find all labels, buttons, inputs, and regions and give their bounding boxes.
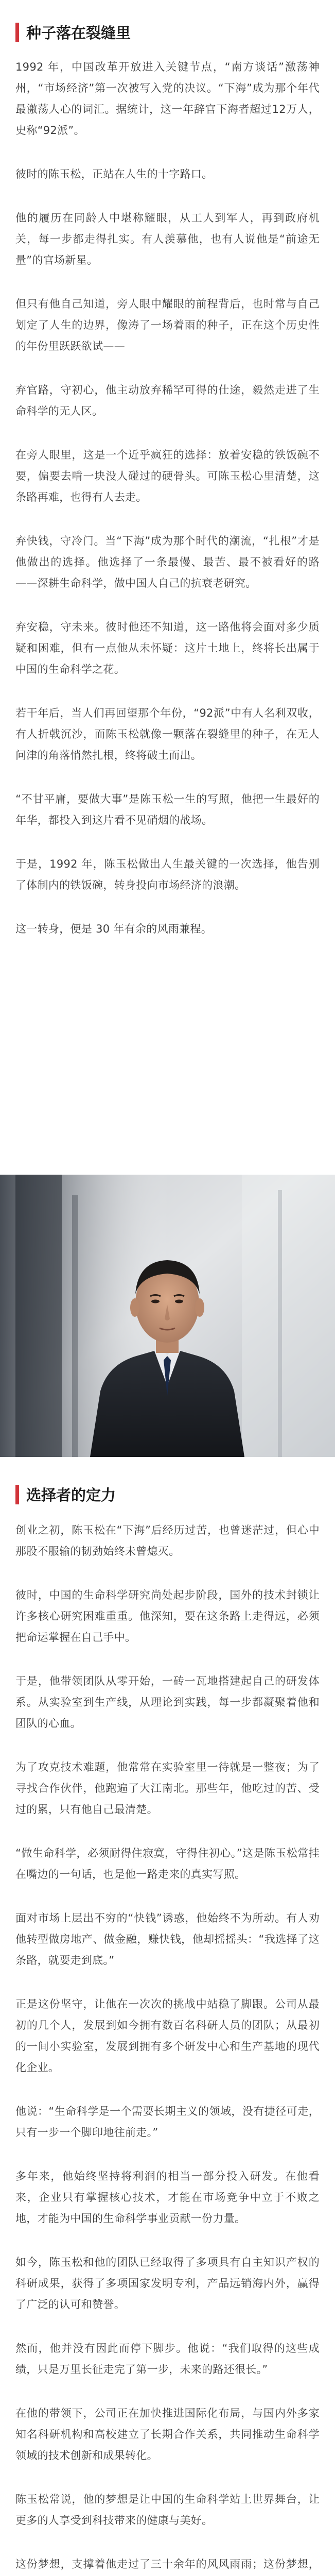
paragraph: 他说：“生命科学是一个需要长期主义的领域，没有捷径可走，只有一步一个脚印地往前走。” [15,2105,320,2139]
paragraph: 于是，他带领团队从零开始，一砖一瓦地搭建起自己的研发体系。从实验室到生产线，从理论到实践，每一步都凝聚着他和团队的心血。 [15,1675,320,1730]
section-header-2 [15,1484,116,1505]
paragraph: 1992 年，中国改革开放进入关键节点，“南方谈话”激荡神州，“市场经济”第一次被写入党的决议。“下海”成为那个年代最激荡人心的词汇。据统计，这一年辞官下海者超过12万人，史称“92派”。 [15,61,320,137]
paragraph: “不甘平庸，要做大事”是陈玉松一生的写照，他把一生最好的年华，都投入到这片看不见硝烟的战场。 [15,793,320,826]
paragraph: 但只有他自己知道，旁人眼中耀眼的前程背后，也时常与自己划定了人生的边界，像涛了一场着雨的种子，正在这个历史性的年份里跃跃欲试—— [15,298,320,352]
paragraph: 弃官路，守初心，他主动放弃稀罕可得的仕途，毅然走进了生命科学的无人区。 [15,384,320,417]
paragraph: 他的履历在同龄人中堪称耀眼，从工人到军人，再到政府机关，每一步都走得扎实。有人羡慕他，也有人说他是“前途无量”的官场新星。 [15,212,320,266]
paragraph: 这份梦想，支撑着他走过了三十余年的风风雨雨；这份梦想， [15,2558,320,2570]
paragraph: 然而，他并没有因此而停下脚步。他说：“我们取得的这些成绩，只是万里长征走完了第一步，未来的路还很长。” [15,2342,320,2376]
paragraph: 彼时，中国的生命科学研究尚处起步阶段，国外的技术封锁让许多核心研究困难重重。他深知，要在这条路上走得远，必须把命运掌握在自己手中。 [15,1589,320,1643]
paragraph: 面对市场上层出不穷的“快钱”诱惑，他始终不为所动。有人劝他转型做房地产、做金融，赚快钱，他却摇摇头：“我选择了这条路，就要走到底。” [15,1912,320,1967]
paragraph: 如今，陈玉松和他的团队已经取得了多项具有自主知识产权的科研成果，获得了多项国家发明专利，产品远销海内外，赢得了广泛的认可和赞誉。 [15,2256,320,2311]
section-header-1 [15,22,131,43]
section-title: 选择者的定力 [26,1486,116,1504]
paragraph: 这一转身，便是 30 年有余的风雨兼程。 [15,923,213,935]
portrait-photo [0,1175,335,1457]
section-title: 种子落在裂缝里 [26,24,131,42]
paragraph: 若干年后，当人们再回望那个年份，“92派”中有人名利双收，有人折戟沉沙，而陈玉松就像一颗落在裂缝里的种子，在无人问津的角落悄然扎根，终将破土而出。 [15,707,320,761]
paragraph: 陈玉松常说，他的梦想是让中国的生命科学站上世界舞台，让更多的人享受到科技带来的健康与美好。 [15,2493,320,2527]
paragraph: 彼时的陈玉松，正站在人生的十字路口。 [15,168,213,180]
paragraph: 多年来，他始终坚持将利润的相当一部分投入研发。在他看来，企业只有掌握核心技术，才能在市场竞争中立于不败之地，才能为中国的生命科学事业贡献一份力量。 [15,2170,320,2225]
paragraph: 在旁人眼里，这是一个近乎疯狂的选择：放着安稳的铁饭碗不要，偏要去啃一块没人碰过的硬骨头。可陈玉松心里清楚，这条路再难，也得有人去走。 [15,449,320,503]
section-marker-bar [15,23,19,42]
paragraph: 于是，1992 年，陈玉松做出人生最关键的一次选择，他告别了体制内的铁饭碗，转身投向市场经济的浪潮。 [15,858,320,891]
paragraph: “做生命科学，必须耐得住寂寞，守得住初心。”这是陈玉松常挂在嘴边的一句话，也是他一路走来的真实写照。 [15,1847,320,1880]
paragraph: 在他的带领下，公司正在加快推进国际化布局，与国内外多家知名科研机构和高校建立了长期合作关系，共同推动生命科学领域的技术创新和成果转化。 [15,2407,320,2462]
section-2-body [15,1520,320,2576]
paragraph: 正是这份坚守，让他在一次次的挑战中站稳了脚跟。公司从最初的几个人，发展到如今拥有数百名科研人员的团队；从最初的一间小实验室，发展到拥有多个研发中心和生产基地的现代化企业。 [15,1998,320,2074]
paragraph: 弃快钱，守冷门。当“下海”成为那个时代的潮流，“扎根”才是他做出的选择。他选择了一条最慢、最苦、最不被看好的路——深耕生命科学，做中国人自己的抗衰老研究。 [15,535,320,589]
paragraph: 弃安稳，守未来。彼时他还不知道，这一路他将会面对多少质疑和困难，但有一点他从未怀疑：这片土地上，终将长出属于中国的生命科学之花。 [15,621,320,675]
paragraph: 为了攻克技术难题，他常常在实验室里一待就是一整夜；为了寻找合作伙伴，他跑遍了大江南北。那些年，他吃过的苦、受过的累，只有他自己最清楚。 [15,1761,320,1816]
paragraph: 创业之初，陈玉松在“下海”后经历过苦，也曾迷茫过，但心中那股不服输的韧劲始终未曾熄灭。 [15,1524,320,1557]
section-marker-bar [15,1485,19,1504]
section-1-body [15,57,320,962]
